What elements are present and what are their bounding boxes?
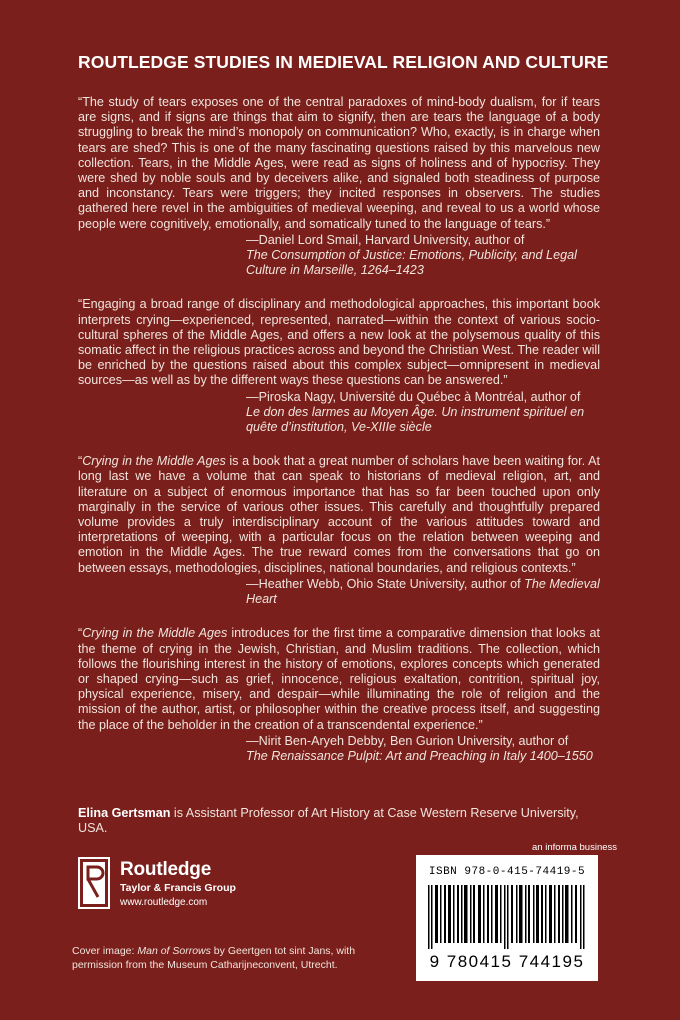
- review-work-3: The Medieval Heart: [246, 576, 600, 607]
- review-open-4: “: [78, 626, 83, 641]
- ean-number: 9 780415 744195: [429, 952, 585, 971]
- review-book-title-3: Crying in the Middle Ages: [82, 454, 226, 469]
- publisher-logo: [78, 857, 268, 917]
- review-quote-2: “Engaging a broad range of disciplinary and methodological approaches, this important book interprets crying—experienced, represented, narrated—within the context of various socio-cultural spheres of the Middle Ages, and offers a new look at the polysemous quality of this somatic affect in the religious practices across and beyond the Christian West. The reader will be enriched by the questions raised about this complex subject—omnipresent in medieval sources—as well as by the different ways these questions can be answered.”: [78, 297, 600, 388]
- isbn-text: ISBN 978-0-415-74419-5: [428, 866, 586, 878]
- publisher-group: Taylor & Francis Group: [120, 882, 236, 894]
- review-attribution-1: [246, 233, 600, 279]
- review-body-4: introduces for the first time a comparative dimension that looks at the theme of crying in the Jewish, Christian, and Muslim traditions. The collection, which follows the flourishing interest in the history of emotions, explores concepts which generated or shaped crying—such as grief, innocence, religious exaltation, contrition, spiritual joy, physical experience, misery, and despair—while illuminating the role of religion and the mission of the author, artist, or philosopher within the creative process itself, and suggesting the place of the beholder in the creation of a transcendental experience.”: [78, 626, 600, 732]
- review-book-title-4: Crying in the Middle Ages: [82, 626, 228, 641]
- review-quote-4: [78, 626, 600, 732]
- reviews-section: [78, 95, 600, 764]
- publisher-name: Routledge: [120, 859, 212, 880]
- review-body-3: is a book that a great number of scholars have been waiting for. At long last we have a volume that can speak to historians of medieval religion, art, and literature on a subject of enormous importance that has so far been touched upon only marginally in the service of various other issues. This carefully and thoughtfully prepared volume provides a truly interdisciplinary account of the various attitudes toward and interpretations of weeping, with a particular focus on the relation between weeping and emotion in the Middle Ages. The true reward comes from the conversations that go on between essays, methodologies, disciplines, national boundaries, and religious contexts.”: [78, 454, 600, 575]
- publisher-url[interactable]: www.routledge.com: [120, 897, 208, 908]
- cover-artwork-title: Man of Sorrows: [137, 945, 211, 957]
- review-attribution-4: [246, 734, 600, 764]
- editor-name: Elina Gertsman: [78, 806, 171, 820]
- cover-credit: [72, 945, 402, 972]
- review-work-4: The Renaissance Pulpit: Art and Preaching in Italy 1400–1550: [246, 748, 593, 763]
- cover-credit-rest: by Geertgen tot sint Jans, with permission from the Museum Catharijneconvent, Utrecht.: [72, 945, 356, 971]
- review-work-1: The Consumption of Justice: Emotions, Publicity, and Legal Culture in Marseille, 1264–1423: [246, 248, 577, 278]
- editor-bio: [78, 806, 600, 836]
- review-author-2: —Piroska Nagy, Université du Québec à Montréal, author of: [246, 389, 581, 404]
- review-quote-1: “The study of tears exposes one of the central paradoxes of mind-body dualism, for if tears are signs, and if signs are things that aim to signify, then are tears the language of a body struggling to break the mind’s monopoly on communication? Who, exactly, is in charge when tears are shed? This is one of the many fascinating questions raised by this marvelous new collection. Tears, in the Middle Ages, were read as signs of holiness and of hypocrisy. They were shed by noble souls and by deceivers alike, and signaled both steadiness of purpose and inconstancy. Tears were triggers; they incited responses in observers. The studies gathered here revel in the ambiguities of medieval weeping, and reveal to us a world whose people were cognitively, emotionally, and somatically tuned to the language of tears.”: [78, 95, 600, 231]
- review-attribution-2: [246, 390, 600, 436]
- informa-tagline: an informa business: [532, 842, 618, 853]
- review-author-3: —Heather Webb, Ohio State University, author of: [246, 576, 521, 591]
- routledge-logo-icon: [78, 857, 112, 909]
- barcode-bars: [428, 885, 586, 949]
- series-title: ROUTLEDGE STUDIES IN MEDIEVAL RELIGION AND CULTURE: [78, 52, 609, 72]
- review-quote-3: [78, 454, 600, 576]
- review-open-3: “: [78, 454, 83, 469]
- editor-bio-text: is Assistant Professor of Art History at Case Western Reserve University, USA.: [78, 806, 579, 835]
- isbn-barcode: [416, 855, 598, 981]
- review-author-1: —Daniel Lord Smail, Harvard University, author of: [246, 232, 525, 247]
- review-attribution-3: [246, 577, 600, 607]
- cover-credit-prefix: Cover image:: [72, 945, 138, 957]
- review-work-2: Le don des larmes au Moyen Âge. Un instrument spirituel en quête d’institution, Ve-XIIIe siècle: [246, 404, 585, 435]
- review-author-4: —Nirit Ben-Aryeh Debby, Ben Gurion University, author of: [246, 733, 569, 748]
